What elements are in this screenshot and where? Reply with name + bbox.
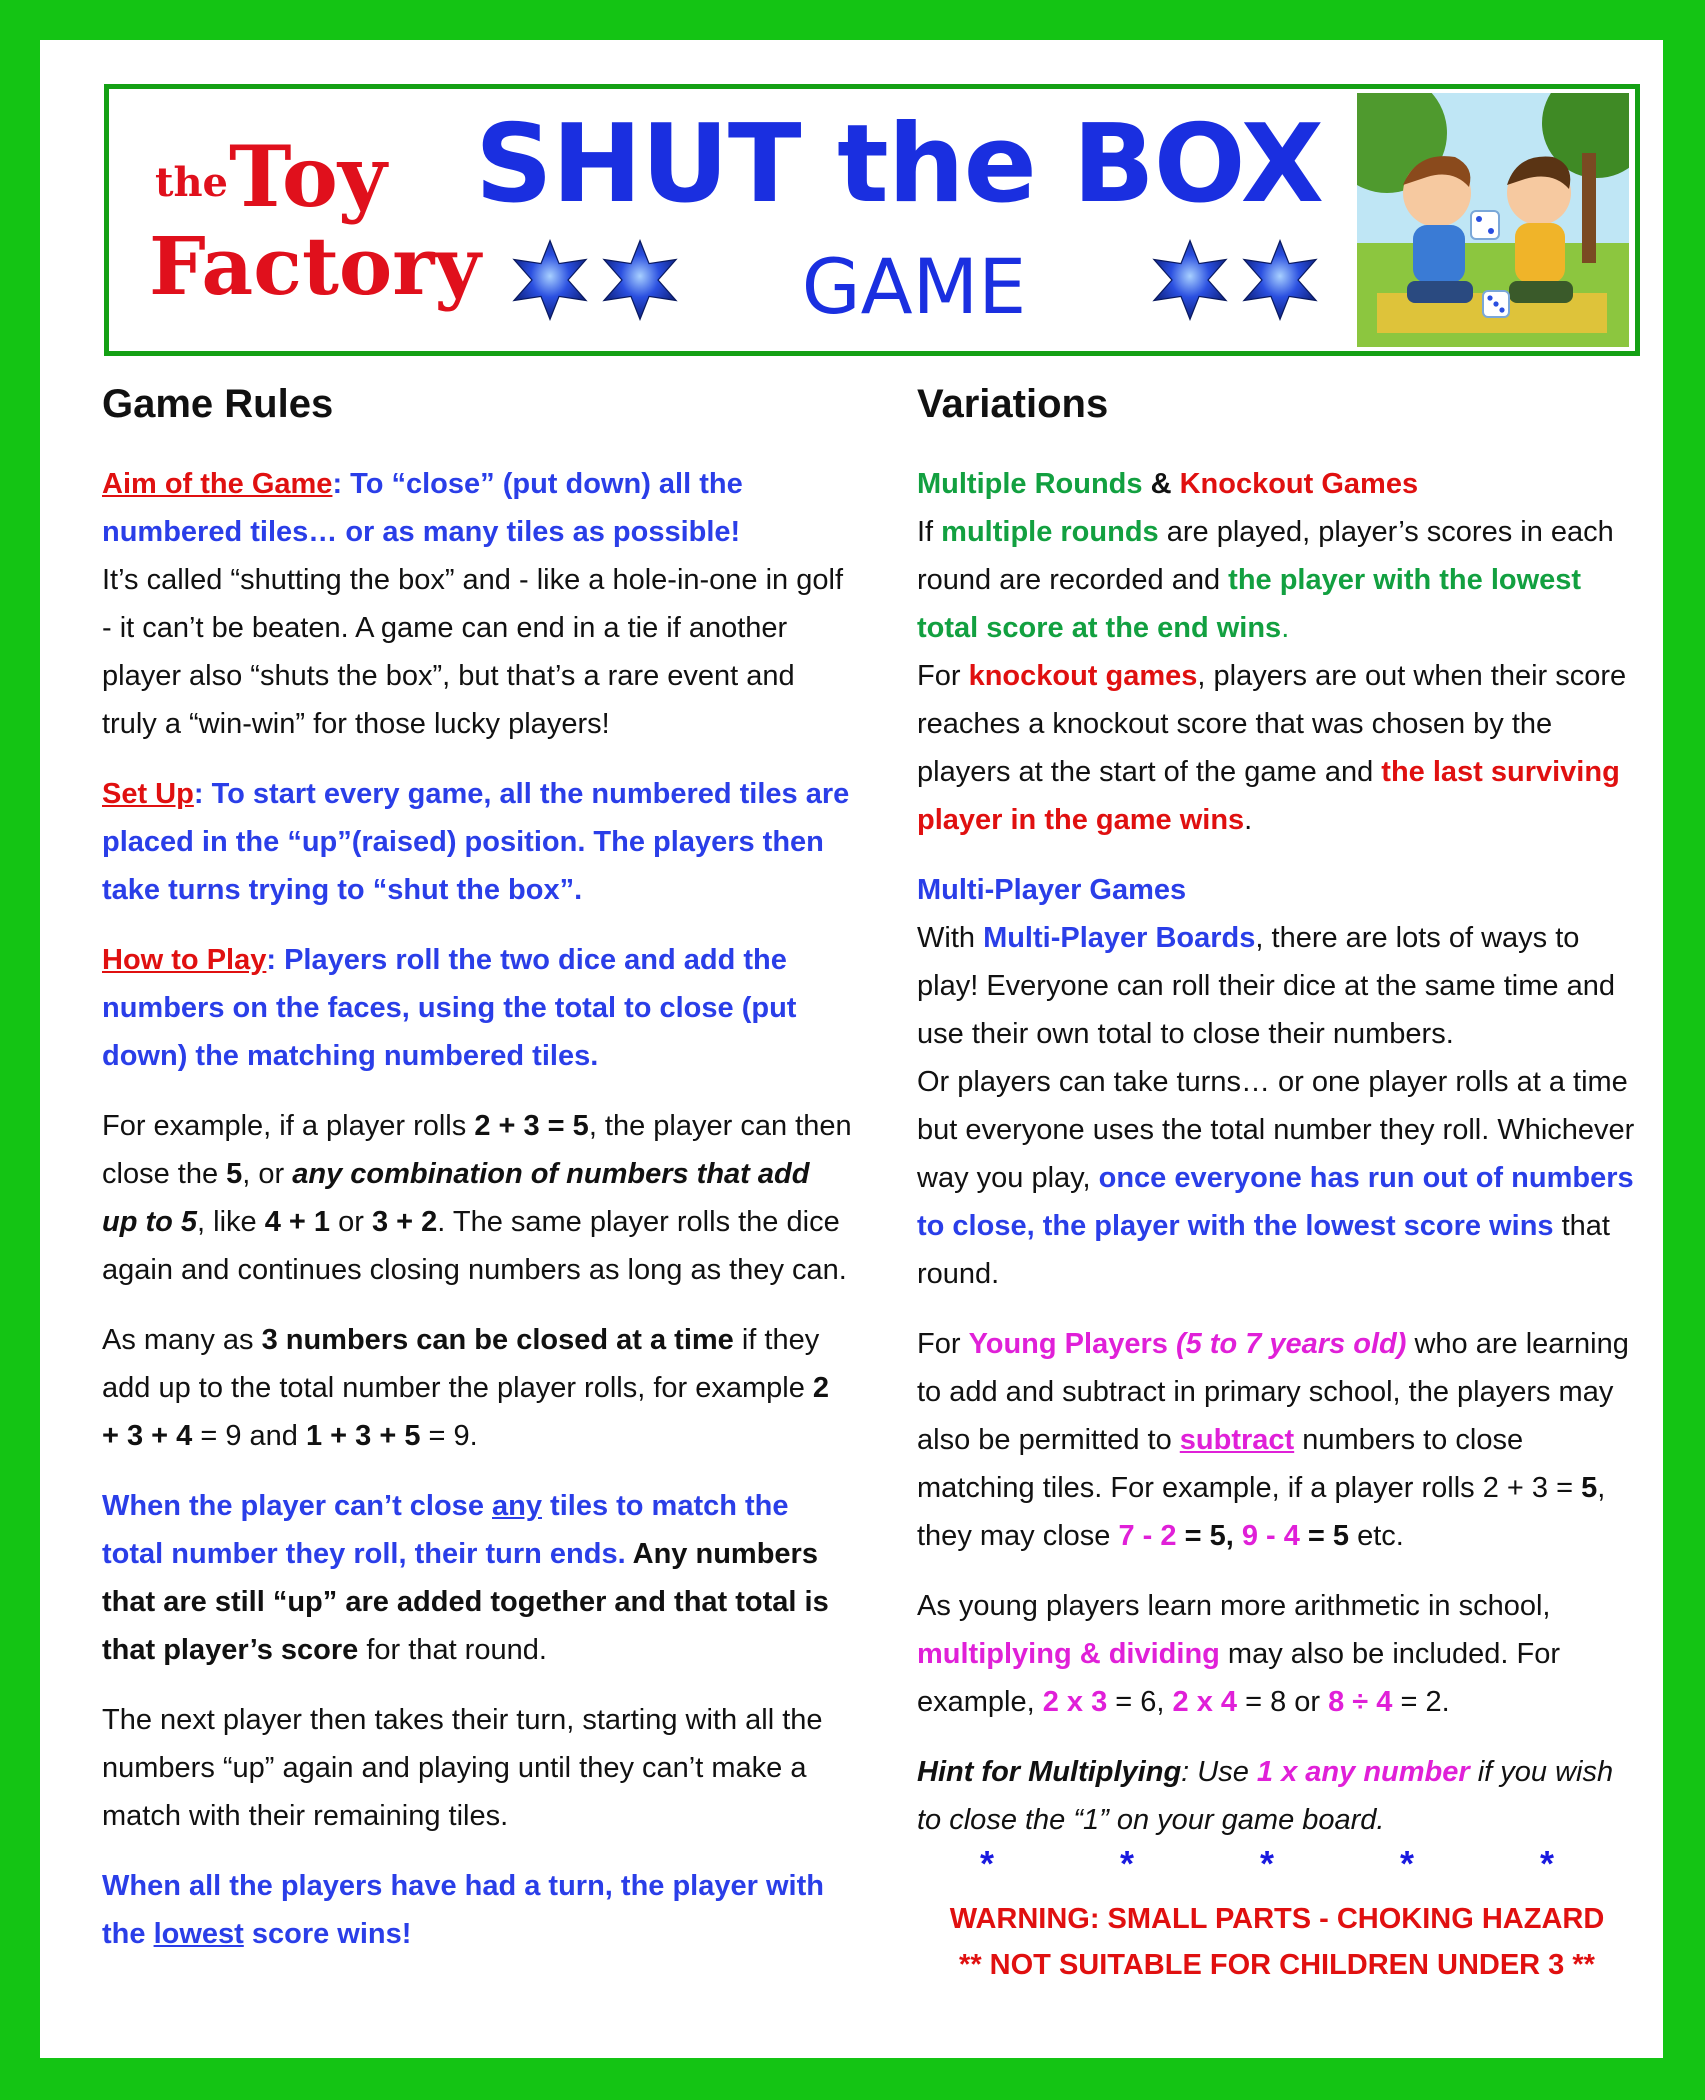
young-t2: who are learning to add and subtract in primary school, the players may also be permitted to — [917, 1328, 1629, 1456]
instruction-sheet — [40, 40, 1663, 2058]
multi-paragraph — [917, 866, 1637, 1298]
example-paragraph — [102, 1102, 852, 1294]
multi-t4: that round. — [917, 1210, 1610, 1290]
kids-playing-dice-illustration — [1357, 93, 1629, 347]
example-t4: , like — [197, 1206, 265, 1238]
rounds-paragraph — [917, 460, 1637, 844]
young-pi: (5 to 7 years old) — [1175, 1328, 1407, 1360]
example-b2: 5 — [226, 1158, 243, 1190]
final-paragraph — [102, 1862, 852, 1958]
asterisk: * — [1399, 1843, 1414, 1884]
many-t1: As many as — [102, 1324, 262, 1356]
arith-t1: As young players learn more arithmetic in school, — [917, 1590, 1551, 1622]
arith-t5: = 2. — [1392, 1686, 1450, 1718]
variations-column — [917, 376, 1637, 1988]
star-group-left — [509, 239, 685, 326]
rounds-g3: . — [1281, 612, 1290, 644]
arith-p1: multiplying & dividing — [917, 1638, 1220, 1670]
logo-the: the — [155, 159, 229, 206]
arith-paragraph — [917, 1582, 1637, 1726]
rounds-t4: , players are out when their score reaches a knockout score that was chosen by the players at the start of the game and — [917, 660, 1627, 788]
many-b1: 3 numbers can be closed at a time — [261, 1324, 734, 1356]
turn-end-any: any — [492, 1490, 542, 1522]
howto-paragraph — [102, 936, 852, 1080]
example-t6: . The same player rolls the dice again and continues closing numbers as long as they can. — [102, 1206, 847, 1286]
example-t1: For example, if a player rolls — [102, 1110, 475, 1142]
header-banner — [104, 84, 1640, 356]
aim-body: It’s called “shutting the box” and - like a hole-in-one in golf - it can’t be beaten. A game can end in a tie if another player also “shuts the box”, but that’s a rare event and truly a “win-win” for those lucky players! — [102, 564, 844, 740]
young-t1: For — [917, 1328, 969, 1360]
arith-t4: = 8 or — [1237, 1686, 1329, 1718]
multi-b2: once everyone has run out of numbers to close, the player with the lowest score wins — [917, 1162, 1634, 1242]
many-t4: = 9. — [420, 1420, 478, 1452]
setup-label: Set Up — [102, 778, 194, 810]
aim-paragraph — [102, 460, 852, 748]
asterisk: * — [1259, 1843, 1274, 1884]
star-icon — [1239, 239, 1321, 321]
many-b2: 2 + 3 + 4 — [102, 1372, 830, 1452]
game-rules-column — [102, 376, 852, 1980]
rounds-t5: . — [1244, 804, 1253, 836]
hint-i2: if you wish to close the “1” on your game board. — [917, 1756, 1614, 1836]
young-subtract: subtract — [1179, 1424, 1295, 1456]
howto-text: Players roll the two dice and add the numbers on the faces, using the total to close (put down) the matching numbered tiles. — [102, 944, 797, 1072]
rounds-heading-red: Knockout Games — [1179, 468, 1419, 500]
star-icon — [599, 239, 681, 321]
final-t2: score wins! — [243, 1918, 412, 1950]
example-t5: or — [330, 1206, 372, 1238]
rounds-t3: For — [917, 660, 969, 692]
hint-i1: : Use — [1181, 1756, 1257, 1788]
example-b1: 2 + 3 = 5 — [474, 1110, 589, 1142]
young-p3: 9 - 4 — [1241, 1520, 1300, 1552]
young-t5: etc. — [1349, 1520, 1404, 1552]
multi-t3: Or players can take turns… or one player rolls at a time but everyone uses the total number they roll. Whichever way you play, — [917, 1066, 1635, 1194]
star-group-right — [1149, 239, 1325, 326]
aim-label: Aim of the Game — [102, 468, 333, 500]
young-p1: Young Players — [968, 1328, 1176, 1360]
hint-pi: 1 x any number — [1256, 1756, 1470, 1788]
multi-heading: Multi-Player Games — [917, 874, 1187, 906]
rounds-t2: are played, player’s scores in each round are recorded and — [917, 516, 1614, 596]
setup-text: To start every game, all the numbered tiles are placed in the “up”(raised) position. The players then take turns trying to “shut the box”. — [102, 778, 850, 906]
asterisk: * — [1539, 1843, 1554, 1884]
young-b2: = 5, — [1176, 1520, 1242, 1552]
asterisk: * — [979, 1843, 994, 1884]
many-b3: 1 + 3 + 5 — [306, 1420, 421, 1452]
rounds-r2: the last surviving player in the game wins — [917, 756, 1620, 836]
logo-toy: Toy — [229, 127, 387, 226]
warning-line-2: ** NOT SUITABLE FOR CHILDREN UNDER 3 ** — [959, 1949, 1595, 1981]
setup-paragraph — [102, 770, 852, 914]
young-t4: , they may close — [917, 1472, 1606, 1552]
turn-end-blue2: tiles to match the total number they roll, their turn ends. — [102, 1490, 789, 1570]
warning-line-1: WARNING: SMALL PARTS - CHOKING HAZARD — [949, 1903, 1605, 1935]
multi-t1: With — [917, 922, 984, 954]
arith-p2: 2 x 3 — [1042, 1686, 1108, 1718]
choking-hazard-warning — [917, 1896, 1637, 1988]
multi-t2: , there are lots of ways to play! Everyone can roll their dice at the same time and use their own total to close their numbers. — [917, 922, 1615, 1050]
howto-colon: : — [266, 944, 277, 976]
asterisk-divider — [917, 1844, 1617, 1884]
rounds-g1: multiple rounds — [941, 516, 1159, 548]
arith-p3: 2 x 4 — [1172, 1686, 1238, 1718]
young-t3: numbers to close matching tiles. For example, if a player rolls 2 + 3 = — [917, 1424, 1582, 1504]
turn-end-blue1: When the player can’t close — [102, 1490, 492, 1522]
example-bi1: any combination of numbers that add up to 5 — [102, 1158, 810, 1238]
rounds-heading-green: Multiple Rounds — [917, 468, 1143, 500]
example-t3: , or — [242, 1158, 293, 1190]
rounds-heading-amp: & — [1142, 468, 1180, 500]
toy-factory-logo — [149, 119, 481, 319]
aim-colon: : — [332, 468, 343, 500]
final-t1: When all the players have had a turn, the player with the — [102, 1870, 824, 1950]
game-rules-heading: Game Rules — [102, 382, 334, 426]
multi-b1: Multi-Player Boards — [983, 922, 1256, 954]
arith-p4: 8 ÷ 4 — [1328, 1686, 1393, 1718]
next-paragraph: The next player then takes their turn, starting with all the numbers “up” again and playing until they can’t make a match with their remaining tiles. — [102, 1704, 823, 1832]
final-lowest: lowest — [153, 1918, 244, 1950]
game-subtitle: GAME — [801, 242, 1027, 331]
many-t2: if they add up to the total number the player rolls, for example — [102, 1324, 820, 1404]
hint-paragraph — [917, 1748, 1637, 1844]
young-p2: 7 - 2 — [1118, 1520, 1177, 1552]
example-b3: 4 + 1 — [264, 1206, 331, 1238]
logo-factory: Factory — [149, 219, 481, 313]
arith-t3: = 6, — [1107, 1686, 1173, 1718]
example-b4: 3 + 2 — [371, 1206, 438, 1238]
asterisk: * — [1119, 1843, 1134, 1884]
many-paragraph — [102, 1316, 852, 1460]
young-paragraph — [917, 1320, 1637, 1560]
turn-end-bold: Any numbers that are still “up” are added together and that total is that player’s score — [102, 1538, 829, 1666]
setup-colon: : — [193, 778, 204, 810]
star-icon — [1149, 239, 1231, 321]
turn-end-paragraph — [102, 1482, 852, 1674]
aim-lead: To “close” (put down) all the numbered tiles… or as many tiles as possible! — [102, 468, 743, 548]
rounds-r1: knockout games — [968, 660, 1198, 692]
turn-end-tail: for that round. — [358, 1634, 547, 1666]
hint-label: Hint for Multiplying — [917, 1756, 1182, 1788]
star-icon — [509, 239, 591, 321]
many-t3: = 9 and — [192, 1420, 306, 1452]
rounds-g2: the player with the lowest total score at the end wins — [917, 564, 1582, 644]
arith-t2: may also be included. For example, — [917, 1638, 1560, 1718]
howto-label: How to Play — [102, 944, 267, 976]
example-t2: , the player can then close the — [102, 1110, 852, 1190]
game-title: SHUT the BOX — [474, 102, 1324, 227]
young-b1: 5 — [1581, 1472, 1598, 1504]
young-b3: = 5 — [1299, 1520, 1350, 1552]
variations-heading: Variations — [917, 382, 1109, 426]
rounds-t1: If — [917, 516, 942, 548]
